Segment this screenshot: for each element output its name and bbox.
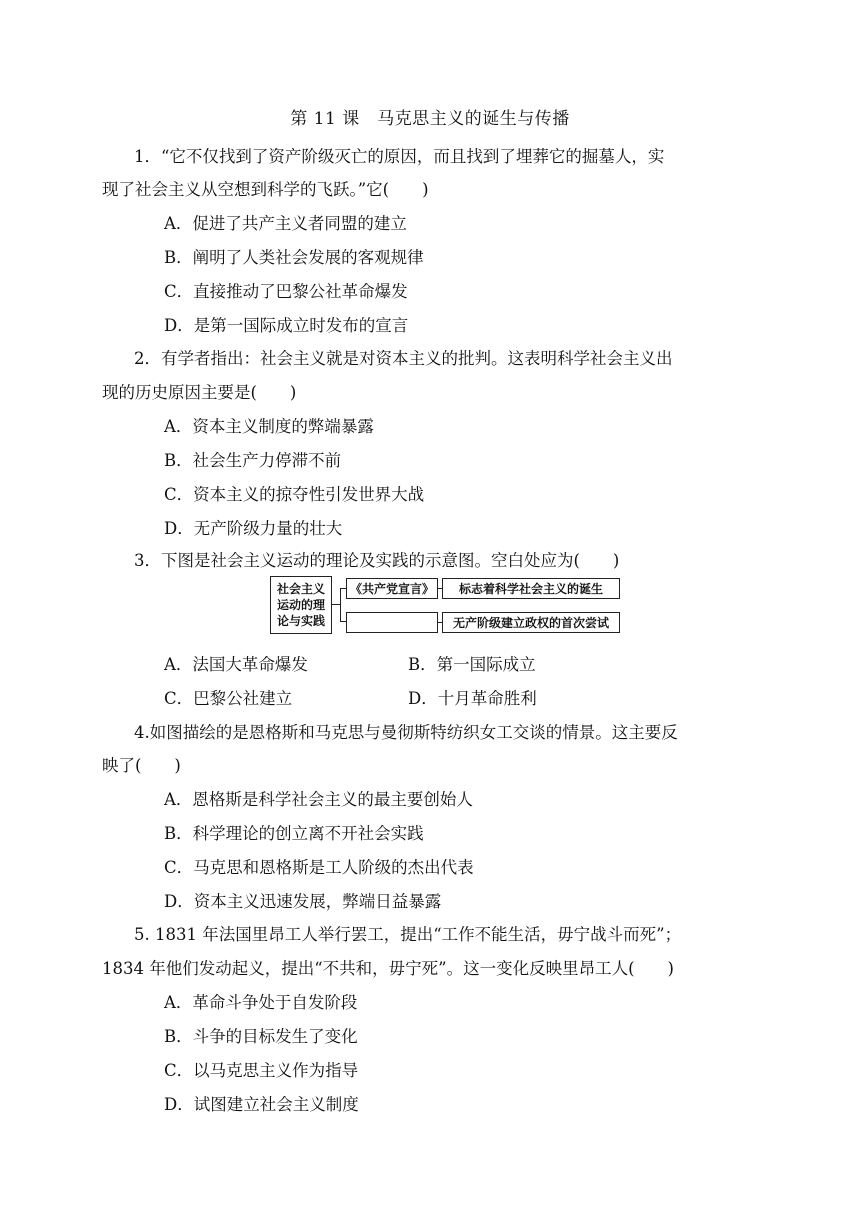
question-3-option-a[interactable]: A．法国大革命爆发: [164, 655, 308, 674]
diagram-connector: [332, 604, 340, 605]
question-2-option-d[interactable]: D．无产阶级力量的壮大: [164, 519, 343, 538]
page-title: 第 11 课 马克思主义的诞生与传播: [290, 109, 570, 129]
question-2-option-c[interactable]: C．资本主义的掠夺性引发世界大战: [164, 485, 425, 504]
question-1-option-b[interactable]: B．阐明了人类社会发展的客观规律: [164, 248, 424, 267]
question-4-option-d[interactable]: D．资本主义迅速发展，弊端日益暴露: [164, 892, 442, 911]
question-1-option-d[interactable]: D．是第一国际成立时发布的宣言: [164, 316, 409, 335]
question-5-option-c[interactable]: C．以马克思主义作为指导: [164, 1061, 359, 1080]
theory-practice-diagram: [270, 576, 622, 634]
question-4-stem-line-1: 4.如图描绘的是恩格斯和马克思与曼彻斯特纺织女工交谈的情景。这主要反: [134, 723, 678, 742]
diagram-root-line-3: 论与实践: [276, 614, 325, 628]
question-3-stem-line-1: 3．下图是社会主义运动的理论及实践的示意图。空白处应为( ): [134, 551, 620, 570]
question-2-option-b[interactable]: B．社会生产力停滞不前: [164, 451, 342, 470]
question-3-option-c[interactable]: C．巴黎公社建立: [164, 689, 293, 708]
question-4-option-c[interactable]: C．马克思和恩格斯是工人阶级的杰出代表: [164, 858, 474, 877]
question-4-stem-line-2: 映了( ): [102, 756, 181, 775]
question-2-stem-line-2: 现的历史原因主要是( ): [102, 383, 297, 402]
question-5-option-a[interactable]: A．革命斗争处于自发阶段: [164, 993, 358, 1012]
diagram-blank-box: [346, 612, 438, 633]
question-4-option-a[interactable]: A．恩格斯是科学社会主义的最主要创始人: [164, 790, 473, 809]
question-2-stem-line-1: 2．有学者指出：社会主义就是对资本主义的批判。这表明科学社会主义出: [134, 349, 673, 368]
question-5-stem-line-1: 5. 1831 年法国里昂工人举行罢工，提出“工作不能生活，毋宁战斗而死”；: [134, 925, 682, 944]
diagram-root-box: [270, 576, 332, 634]
diagram-birth-box: 标志着科学社会主义的诞生: [442, 578, 620, 599]
question-1-option-c[interactable]: C．直接推动了巴黎公社革命爆发: [164, 282, 408, 301]
diagram-manifesto-box: 《共产党宣言》: [346, 578, 438, 599]
question-1-option-a[interactable]: A．促进了共产主义者同盟的建立: [164, 214, 407, 233]
question-2-option-a[interactable]: A．资本主义制度的弊端暴露: [164, 417, 374, 436]
diagram-first-attempt-box: 无产阶级建立政权的首次尝试: [442, 612, 620, 633]
question-1-stem-line-1: 1．“它不仅找到了资产阶级灭亡的原因，而且找到了埋葬它的掘墓人，实: [134, 147, 665, 166]
question-3-option-d[interactable]: D．十月革命胜利: [408, 689, 537, 708]
diagram-connector: [340, 588, 341, 622]
diagram-root-line-1: 社会主义: [276, 582, 325, 596]
question-3-option-b[interactable]: B．第一国际成立: [408, 655, 536, 674]
question-5-option-b[interactable]: B．斗争的目标发生了变化: [164, 1027, 358, 1046]
question-1-stem-line-2: 现了社会主义从空想到科学的飞跃。”它( ): [102, 180, 429, 199]
question-5-option-d[interactable]: D．试图建立社会主义制度: [164, 1095, 359, 1114]
diagram-root-line-2: 运动的理: [276, 598, 325, 612]
question-4-option-b[interactable]: B．科学理论的创立离不开社会实践: [164, 824, 424, 843]
question-5-stem-line-2: 1834 年他们发动起义，提出“不共和，毋宁死”。这一变化反映里昂工人( ): [102, 959, 674, 978]
